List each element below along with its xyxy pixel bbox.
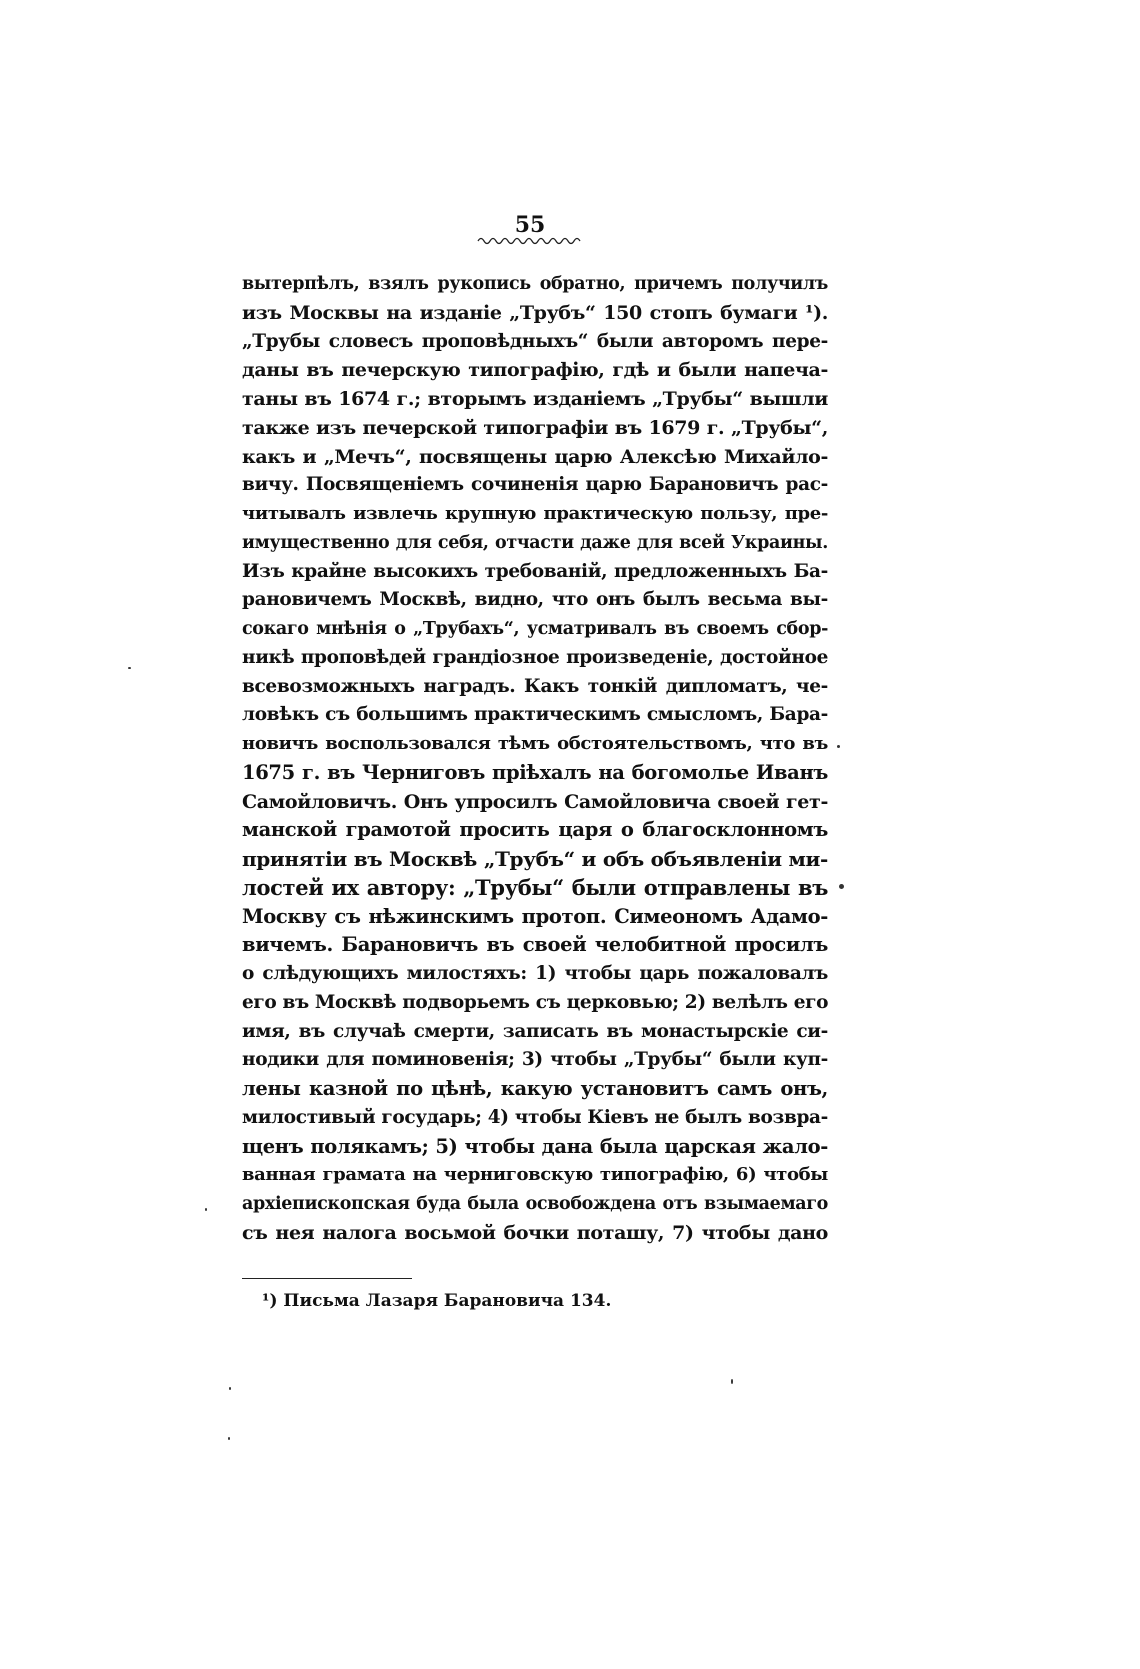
page-number: 55 [514, 212, 546, 238]
text-line: какъ и „Мечъ“, посвящены царю Алексѣю Михайло- [242, 445, 828, 468]
footnote-divider [242, 1278, 412, 1279]
text-line: лостей их автору: „Трубы“ были отправлены въ [242, 874, 828, 900]
text-line: вичу. Посвященіемъ сочиненія царю Барановичъ рас- [242, 474, 828, 496]
body-text [242, 270, 828, 1248]
scan-speck [228, 1437, 230, 1440]
text-line: имя, въ случаѣ смерти, записать въ монастырскіе си- [242, 1020, 828, 1042]
text-line: съ нея налога восьмой бочки поташу, 7) чтобы дано [242, 1221, 828, 1244]
text-line: нодики для поминовенія; 3) чтобы „Трубы“ были куп- [242, 1049, 828, 1071]
text-line: изъ Москвы на изданіе „Трубъ“ 150 стопъ бумаги ¹). [242, 301, 828, 324]
text-line: вытерпѣлъ, взялъ рукопись обратно, причемъ получилъ [242, 274, 828, 294]
text-line: Изъ крайне высокихъ требованій, предложенныхъ Ба- [242, 560, 828, 582]
text-line: читывалъ извлечь крупную практическую пользу, пре- [242, 503, 828, 524]
text-line: таны въ 1674 г.; вторымъ изданіемъ „Трубы“ вышли [242, 388, 828, 410]
text-line: архіепископская буда была освобождена отъ взымаемаго [242, 1194, 828, 1214]
text-line: вичемъ. Барановичъ въ своей челобитной просилъ [242, 933, 828, 957]
text-line: милостивый государь; 4) чтобы Кіевъ не былъ возвра- [242, 1106, 828, 1128]
text-line: „Трубы словесъ проповѣдныхъ“ были авторомъ пере- [242, 330, 828, 352]
text-line: даны въ печерскую типографію, гдѣ и были напеча- [242, 359, 828, 382]
text-line: имущественно для себя, отчасти даже для всей Украины. [242, 532, 828, 553]
text-line: 1675 г. въ Черниговъ пріѣхалъ на богомолье Иванъ [242, 760, 828, 784]
scan-speck [128, 667, 131, 669]
text-line: ванная грамата на черниговскую типографію, 6) чтобы [242, 1164, 828, 1186]
text-line: лены казной по цѣнѣ, какую установитъ самъ онъ, [242, 1077, 828, 1100]
text-line: всевозможныхъ наградъ. Какъ тонкій дипломатъ, че- [242, 675, 828, 697]
text-line: манской грамотой просить царя о благосклонномъ [242, 818, 828, 842]
scan-speck [731, 1379, 733, 1384]
text-line: рановичемъ Москвѣ, видно, что онъ былъ весьма вы- [242, 589, 828, 611]
scan-speck [839, 884, 844, 889]
text-line: его въ Москвѣ подворьемъ съ церковью; 2) велѣлъ его [242, 991, 829, 1013]
text-line: принятіи въ Москвѣ „Трубъ“ и объ объявленіи ми- [242, 847, 828, 871]
text-line: щенъ полякамъ; 5) чтобы дана была царская жало- [242, 1134, 828, 1158]
scan-speck [837, 745, 840, 748]
text-line: также изъ печерской типографіи въ 1679 г. „Трубы“, [242, 416, 828, 439]
scan-speck [205, 1208, 207, 1211]
text-line: о слѣдующихъ милостяхъ: 1) чтобы царь пожаловалъ [242, 963, 828, 984]
text-line: никѣ проповѣдей грандіозное произведеніе, достойное [242, 646, 828, 668]
scan-speck [229, 1387, 231, 1390]
text-line: сокаго мнѣнія о „Трубахъ“, усматривалъ въ своемъ сбор- [242, 619, 828, 639]
wavy-ornament [470, 232, 590, 246]
footnote: ¹) Письма Лазаря Барановича 134. [262, 1291, 612, 1311]
text-line: новичъ воспользовался тѣмъ обстоятельствомъ, что въ [242, 733, 828, 754]
text-line: Самойловичъ. Онъ упросилъ Самойловича своей гет- [242, 790, 828, 813]
text-line: ловѣкъ съ большимъ практическимъ смысломъ, Бара- [242, 704, 828, 726]
text-line: Москву съ нѣжинскимъ протоп. Симеономъ Адамо- [242, 904, 828, 928]
